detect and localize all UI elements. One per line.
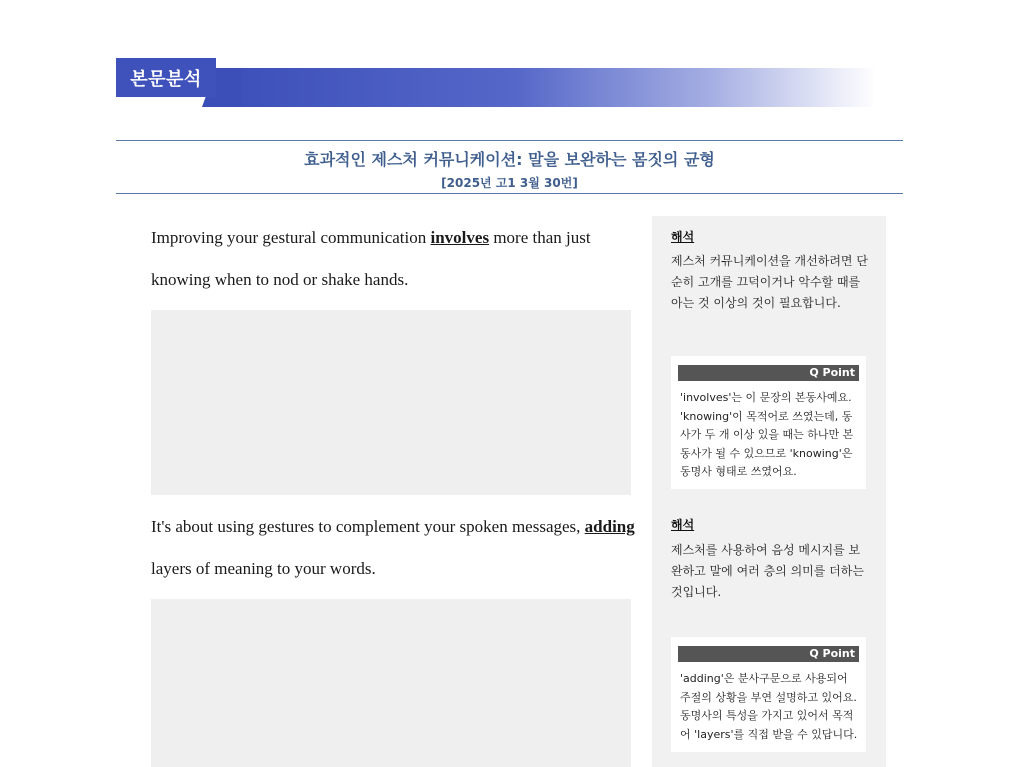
english-sentence-1 xyxy=(151,217,641,301)
sentence-text: Improving your gestural communication xyxy=(151,228,431,247)
key-verb: involves xyxy=(430,228,490,247)
sentence-text: It's about using gestures to complement your spoken messages, xyxy=(151,517,585,536)
qpoint-text-2: 'adding'은 분사구문으로 사용되어 주절의 상황을 부연 설명하고 있어요. 동명사의 특성을 가지고 있어서 목적어 'layers'를 직접 받을 수 있답니다. xyxy=(680,672,858,741)
sentence-text: layers of meaning to your words. xyxy=(151,559,376,578)
qpoint-text-1: 'involves'는 이 문장의 본동사예요. 'knowing'이 목적어로 쓰였는데, 동사가 두 개 이상 있을 때는 하나만 본동사가 될 수 있으므로 'knowing'은 동명사 형태로 쓰였어요. xyxy=(680,391,854,478)
interpretation-label-1: 해석 xyxy=(671,230,695,244)
qpoint-header: Q Point xyxy=(678,365,859,381)
qpoint-header: Q Point xyxy=(678,646,859,662)
note-area-1 xyxy=(151,310,631,495)
source-label: [2025년 고1 3월 30번] xyxy=(441,176,578,190)
qpoint-card-2 xyxy=(671,637,866,752)
interpretation-text-1: 제스처 커뮤니케이션을 개선하려면 단순히 고개를 끄덕이거나 악수할 때를 아는 것 이상의 것이 필요합니다. xyxy=(671,254,868,310)
key-verb: adding xyxy=(584,517,635,536)
interpretation-label-2: 해석 xyxy=(671,518,695,532)
banner-gradient-bar xyxy=(220,68,876,107)
qpoint-card-1 xyxy=(671,356,866,489)
banner-tab-label: 본문분석 xyxy=(116,58,216,97)
interpretation-text-2: 제스처를 사용하여 음성 메시지를 보완하고 말에 여러 층의 의미를 더하는 것입니다. xyxy=(671,543,864,599)
english-sentence-2 xyxy=(151,506,641,590)
title-box xyxy=(116,140,903,194)
sentence-text: more than just knowing when to nod or shake hands. xyxy=(151,228,591,289)
section-banner xyxy=(116,58,876,107)
page-title: 효과적인 제스처 커뮤니케이션: 말을 보완하는 몸짓의 균형 xyxy=(304,150,715,169)
note-area-2 xyxy=(151,599,631,767)
